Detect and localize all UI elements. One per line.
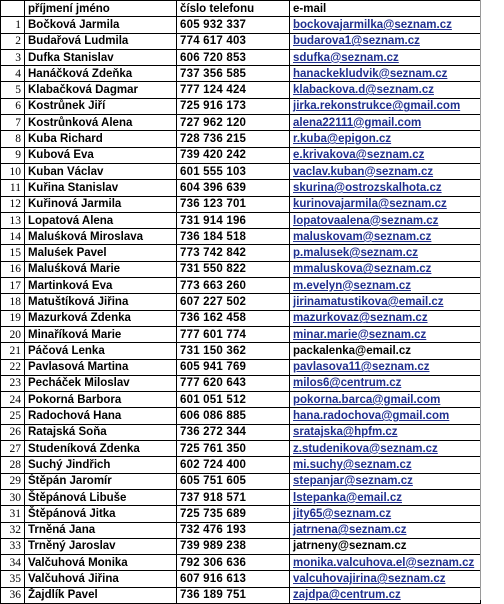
row-number: 9 [1,147,25,163]
table-row [1,522,481,538]
email-cell[interactable] [290,457,481,473]
table-row [1,441,481,457]
row-number: 7 [1,115,25,131]
table-row [1,408,481,424]
contacts-body [1,17,481,604]
email-link[interactable]: z.studenikova@seznam.cz [293,442,438,455]
phone-cell[interactable]: 606 720 853 [177,49,290,65]
table-row [1,196,481,212]
name-cell[interactable]: Štěpánová Jitka [25,506,177,522]
email-cell[interactable] [290,294,481,310]
email-cell[interactable] [290,115,481,131]
email-link[interactable]: budarova1@seznam.cz [293,35,420,48]
row-number: 36 [1,587,25,603]
email-link[interactable]: pokorna.barca@gmail.com [293,393,441,406]
name-cell[interactable]: Trněná Jana [25,522,177,538]
name-cell[interactable]: Kuban Václav [25,163,177,179]
phone-cell[interactable]: 736 123 701 [177,196,290,212]
email-cell[interactable] [290,343,481,359]
table-row [1,555,481,571]
table-row [1,212,481,228]
row-number: 4 [1,66,25,82]
name-cell[interactable]: Budařová Ludmila [25,33,177,49]
table-row [1,587,481,603]
phone-cell[interactable]: 773 742 842 [177,245,290,261]
phone-column-header[interactable]: číslo telefonu [177,1,290,17]
row-number: 35 [1,571,25,587]
row-number: 8 [1,131,25,147]
email-cell[interactable] [290,163,481,179]
email-cell[interactable] [290,538,481,554]
name-cell[interactable]: Suchý Jindřich [25,457,177,473]
email-link[interactable]: lstepanka@email.cz [293,491,403,504]
phone-cell[interactable]: 607 916 613 [177,571,290,587]
table-row [1,506,481,522]
email-cell[interactable] [290,229,481,245]
row-number: 11 [1,180,25,196]
email-cell[interactable] [290,212,481,228]
name-cell[interactable]: Kuřina Stanislav [25,180,177,196]
row-number: 10 [1,163,25,179]
table-row [1,115,481,131]
row-number: 17 [1,278,25,294]
phone-cell[interactable]: 736 184 518 [177,229,290,245]
row-number: 30 [1,489,25,505]
email-link[interactable]: r.kuba@epigon.cz [293,133,392,146]
email-cell[interactable] [290,98,481,114]
email-link[interactable]: maluskovam@seznam.cz [293,230,432,243]
row-number: 3 [1,49,25,65]
row-number: 32 [1,522,25,538]
name-cell[interactable]: Štěpán Jaromír [25,473,177,489]
name-cell[interactable]: Klabačková Dagmar [25,82,177,98]
name-cell[interactable]: Páčová Lenka [25,343,177,359]
name-cell[interactable]: Radochová Hana [25,408,177,424]
table-row [1,131,481,147]
email-cell[interactable] [290,49,481,65]
name-cell[interactable]: Minaříková Marie [25,326,177,342]
email-link[interactable]: alena22111@gmail.com [293,116,422,129]
phone-cell[interactable]: 731 150 362 [177,343,290,359]
name-cell[interactable]: Ratajská Soňa [25,424,177,440]
phone-cell[interactable]: 739 420 242 [177,147,290,163]
row-number: 12 [1,196,25,212]
name-column-header[interactable]: příjmení jméno [25,1,177,17]
phone-cell[interactable]: 732 476 193 [177,522,290,538]
email-link[interactable]: p.malusek@seznam.cz [293,247,418,260]
name-cell[interactable]: Valčuhová Monika [25,555,177,571]
email-link[interactable]: hana.radochova@gmail.com [293,410,450,423]
email-link[interactable]: zajdpa@centrum.cz [293,589,401,602]
row-number: 33 [1,538,25,554]
name-cell[interactable]: Maluśková Miroslava [25,229,177,245]
email-cell[interactable] [290,180,481,196]
table-row [1,163,481,179]
table-row [1,489,481,505]
email-cell[interactable] [290,278,481,294]
name-cell[interactable]: Pokorná Barbora [25,392,177,408]
phone-cell[interactable]: 606 086 885 [177,408,290,424]
email-link[interactable]: mazurkovaz@seznam.cz [293,312,428,325]
email-cell[interactable] [290,555,481,571]
row-number: 20 [1,326,25,342]
row-number: 16 [1,261,25,277]
email-text: packalenka@email.cz [293,344,411,357]
row-number: 5 [1,82,25,98]
table-row [1,261,481,277]
email-cell[interactable] [290,489,481,505]
table-row [1,457,481,473]
phone-cell[interactable]: 607 227 502 [177,294,290,310]
table-row [1,82,481,98]
email-cell[interactable] [290,441,481,457]
phone-cell[interactable]: 604 396 639 [177,180,290,196]
phone-cell[interactable]: 777 124 424 [177,82,290,98]
email-link[interactable]: milos6@centrum.cz [293,377,402,390]
unused-column-area [480,0,504,600]
email-cell[interactable] [290,424,481,440]
row-number: 31 [1,506,25,522]
table-row [1,538,481,554]
phone-cell[interactable]: 601 051 512 [177,392,290,408]
email-link[interactable]: hanackekludvik@seznam.cz [293,67,448,80]
name-cell[interactable]: Dufka Stanislav [25,49,177,65]
email-link[interactable]: skurina@ostrozskalhota.cz [293,181,442,194]
row-number: 1 [1,17,25,33]
table-row [1,17,481,33]
email-link[interactable]: kurinovajarmila@seznam.cz [293,198,447,211]
phone-cell[interactable]: 725 735 689 [177,506,290,522]
email-link[interactable]: klabackova.d@seznam.cz [293,84,434,97]
name-cell[interactable]: Mazurková Zdenka [25,310,177,326]
email-text: jatrneny@seznam.cz [293,540,407,553]
email-link[interactable]: valcuhovajirina@seznam.cz [293,573,446,586]
row-number: 15 [1,245,25,261]
email-cell[interactable] [290,571,481,587]
email-link[interactable]: lopatovaalena@seznam.cz [293,214,439,227]
email-cell[interactable] [290,131,481,147]
table-row [1,424,481,440]
email-link[interactable]: sdufka@seznam.cz [293,51,399,64]
email-column-header[interactable]: e-mail [290,1,481,17]
table-row [1,66,481,82]
email-cell[interactable] [290,33,481,49]
table-row [1,326,481,342]
email-link[interactable]: stepanjar@seznam.cz [293,475,413,488]
row-number: 23 [1,375,25,391]
table-row [1,278,481,294]
name-cell[interactable]: Matuštíková Jiřina [25,294,177,310]
email-cell[interactable] [290,375,481,391]
table-row [1,245,481,261]
email-link[interactable]: jatrnena@seznam.cz [293,524,407,537]
email-link[interactable]: m.evelyn@seznam.cz [293,279,411,292]
row-number: 19 [1,310,25,326]
table-row [1,147,481,163]
email-cell[interactable] [290,17,481,33]
row-number: 2 [1,33,25,49]
phone-cell[interactable]: 792 306 636 [177,555,290,571]
phone-cell[interactable]: 773 663 260 [177,278,290,294]
row-number: 27 [1,441,25,457]
email-cell[interactable] [290,522,481,538]
email-cell[interactable] [290,473,481,489]
name-cell[interactable]: Žajdlík Pavel [25,587,177,603]
table-row [1,473,481,489]
phone-cell[interactable]: 777 620 643 [177,375,290,391]
name-cell[interactable]: Studeníková Zdenka [25,441,177,457]
phone-cell[interactable]: 737 356 585 [177,66,290,82]
row-number-header [1,1,25,17]
phone-cell[interactable]: 725 916 173 [177,98,290,114]
phone-cell[interactable]: 774 617 403 [177,33,290,49]
name-cell[interactable]: Maluśková Marie [25,261,177,277]
name-cell[interactable]: Bočková Jarmila [25,17,177,33]
row-number: 6 [1,98,25,114]
table-row [1,49,481,65]
table-row [1,180,481,196]
email-cell[interactable] [290,587,481,603]
phone-cell[interactable]: 725 761 350 [177,441,290,457]
table-row [1,343,481,359]
name-cell[interactable]: Pecháček Miloslav [25,375,177,391]
table-row [1,98,481,114]
phone-cell[interactable]: 731 550 822 [177,261,290,277]
row-number: 13 [1,212,25,228]
row-number: 22 [1,359,25,375]
name-cell[interactable]: Štěpánová Libuše [25,489,177,505]
phone-cell[interactable]: 728 736 215 [177,131,290,147]
row-number: 18 [1,294,25,310]
phone-cell[interactable]: 736 272 344 [177,424,290,440]
email-link[interactable]: minar.marie@seznam.cz [293,328,427,341]
name-cell[interactable]: Kuřinová Jarmila [25,196,177,212]
name-cell[interactable]: Lopatová Alena [25,212,177,228]
header-row [1,1,481,17]
email-link[interactable]: sratajska@hpfm.cz [293,426,398,439]
phone-cell[interactable]: 727 962 120 [177,115,290,131]
email-cell[interactable] [290,147,481,163]
email-link[interactable]: jirka.rekonstrukce@gmail.com [293,100,461,113]
phone-cell[interactable]: 731 914 196 [177,212,290,228]
phone-cell[interactable]: 605 932 337 [177,17,290,33]
phone-cell[interactable]: 739 989 238 [177,538,290,554]
email-link[interactable]: mmaluskova@seznam.cz [293,263,432,276]
email-cell[interactable] [290,310,481,326]
name-cell[interactable]: Maluśek Pavel [25,245,177,261]
email-cell[interactable] [290,82,481,98]
email-link[interactable]: bockovajarmilka@seznam.cz [293,18,452,31]
email-link[interactable]: jirinamatustikova@email.cz [293,295,444,308]
phone-cell[interactable]: 601 555 103 [177,163,290,179]
table-row [1,33,481,49]
email-cell[interactable] [290,359,481,375]
row-number: 29 [1,473,25,489]
phone-cell[interactable]: 736 162 458 [177,310,290,326]
email-cell[interactable] [290,196,481,212]
table-row [1,392,481,408]
table-row [1,310,481,326]
email-cell[interactable] [290,245,481,261]
name-cell[interactable]: Trněný Jaroslav [25,538,177,554]
email-cell[interactable] [290,66,481,82]
name-cell[interactable]: Hanáčková Zdeňka [25,66,177,82]
phone-cell[interactable]: 602 724 400 [177,457,290,473]
row-number: 26 [1,424,25,440]
phone-cell[interactable]: 605 941 769 [177,359,290,375]
name-cell[interactable]: Martinková Eva [25,278,177,294]
email-link[interactable]: e.krivakova@seznam.cz [293,149,425,162]
email-cell[interactable] [290,326,481,342]
phone-cell[interactable]: 736 189 751 [177,587,290,603]
phone-cell[interactable]: 737 918 571 [177,489,290,505]
email-cell[interactable] [290,261,481,277]
name-cell[interactable]: Kubová Eva [25,147,177,163]
phone-cell[interactable]: 605 751 605 [177,473,290,489]
email-cell[interactable] [290,408,481,424]
email-link[interactable]: vaclav.kuban@seznam.cz [293,165,434,178]
email-link[interactable]: monika.valcuhova.el@seznam.cz [293,556,475,569]
row-number: 34 [1,555,25,571]
email-link[interactable]: pavlasova11@seznam.cz [293,361,430,374]
name-cell[interactable]: Valčuhová Jiřina [25,571,177,587]
email-link[interactable]: jity65@seznam.cz [293,507,392,520]
table-row [1,294,481,310]
row-number: 14 [1,229,25,245]
table-row [1,229,481,245]
email-cell[interactable] [290,506,481,522]
table-row [1,571,481,587]
table-row [1,359,481,375]
row-number: 24 [1,392,25,408]
name-cell[interactable]: Kostrůnková Alena [25,115,177,131]
email-cell[interactable] [290,392,481,408]
name-cell[interactable]: Kostrůnek Jiří [25,98,177,114]
name-cell[interactable]: Kuba Richard [25,131,177,147]
row-number: 25 [1,408,25,424]
row-number: 28 [1,457,25,473]
name-cell[interactable]: Pavlasová Martina [25,359,177,375]
email-link[interactable]: mi.suchy@seznam.cz [293,458,412,471]
phone-cell[interactable]: 777 601 774 [177,326,290,342]
row-number: 21 [1,343,25,359]
table-row [1,375,481,391]
